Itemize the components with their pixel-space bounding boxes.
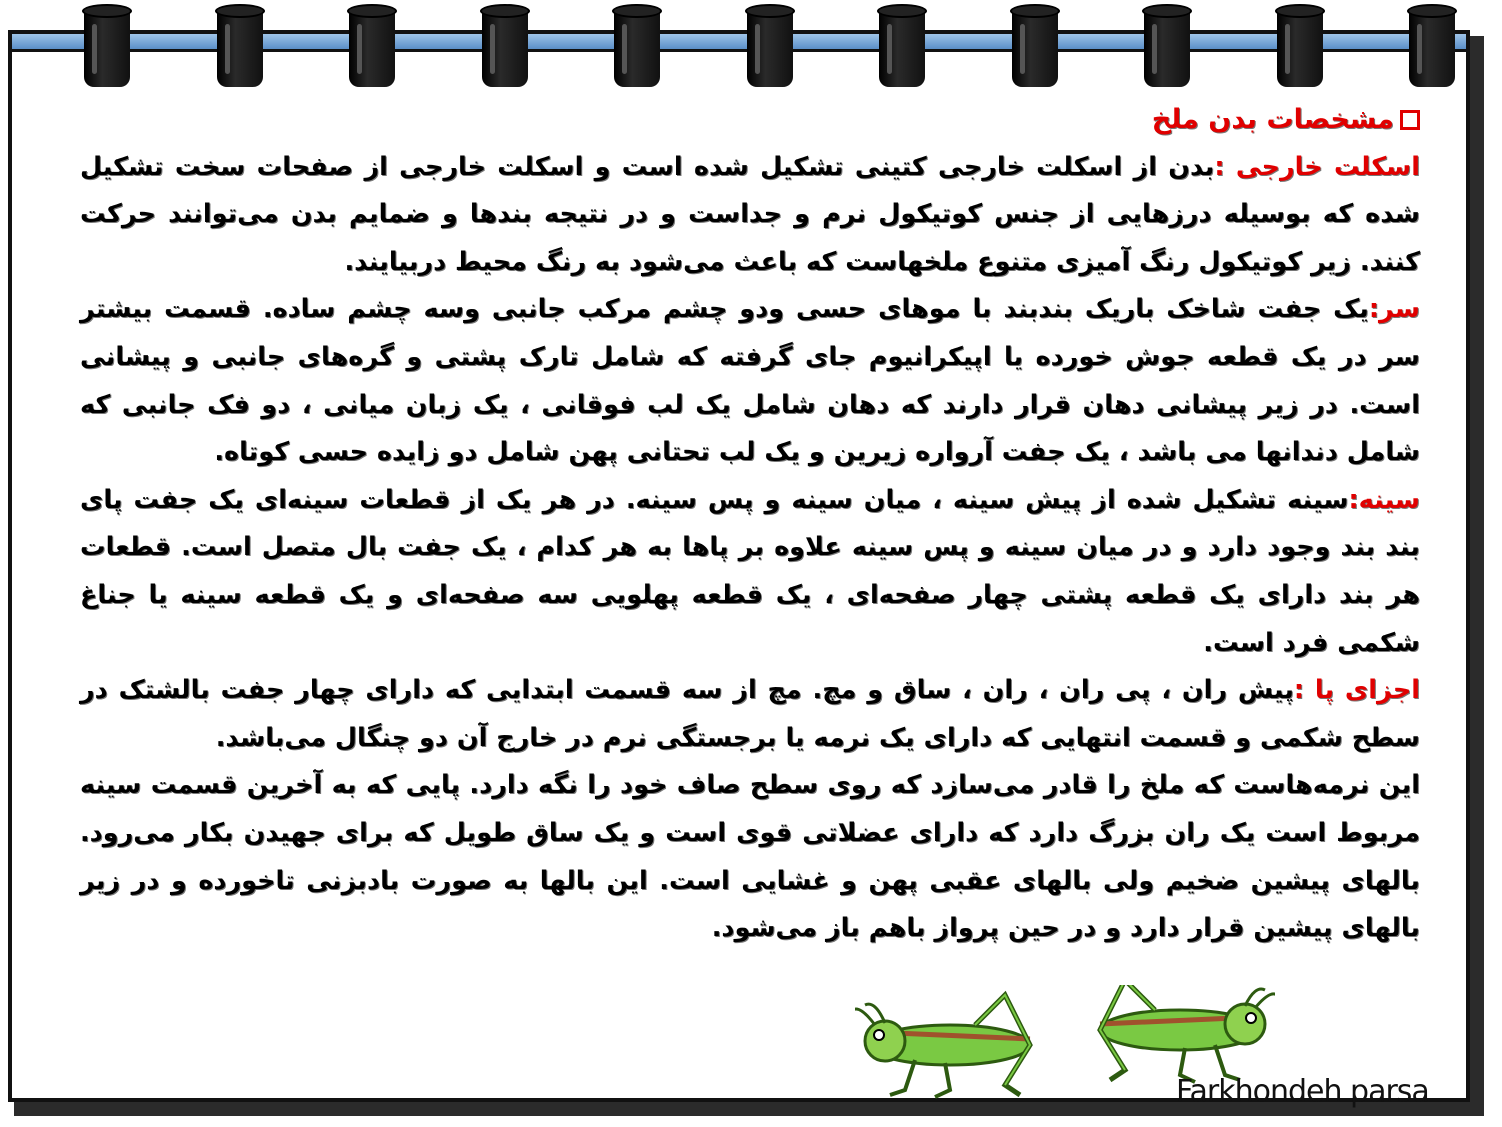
paragraph-legs-continued [80, 762, 1420, 952]
section-label: سر: [1368, 294, 1420, 325]
section-label: سینه: [1348, 484, 1420, 515]
ring-binder-icon [745, 4, 795, 88]
section-text: پیش ران ، پی ران ، ران ، ساق و مچ. مچ از سه قسمت ابتدایی که دارای چهار جفت بالشتک در سطح شکمی و قسمت انتهایی که دارای یک نرمه یا برجستگی نرم در خارج آن دو چنگال می‌باشد. [80, 675, 1420, 753]
ring-binder-icon [480, 4, 530, 88]
document-body [80, 96, 1420, 953]
section-text: این نرمه‌هاست که ملخ را قادر می‌سازد که روی سطح صاف خود را نگه دارد. پایی که به آخرین قسمت سینه مربوط است یک ران بزرگ دارد که دارای عضلاتی قوی است و یک ساق طویل که برای جهیدن بکار می‌رود. بالهای پیشین ضخیم ولی بالهای عقبی پهن و غشایی است. این بالها به صورت بادبزنی تاخورده و در زیر بالهای پیشین قرار دارد و در حین پرواز باهم باز می‌شود. [80, 770, 1420, 944]
ring-binder-icon [1407, 4, 1457, 88]
section-text: بدن از اسکلت خارجی کتینی تشکیل شده است و اسکلت خارجی از صفحات سخت تشکیل شده که بوسیله درزهایی از جنس کوتیکول نرم و جداست و در نتیجه بندها و ضمایم بدن می‌توانند حرکت کنند. زیر کوتیکول رنگ آمیزی متنوع ملخهاست که باعث می‌شود به رنگ محیط دربیایند. [80, 151, 1420, 277]
section-label: اجزای پا : [1293, 675, 1420, 706]
ring-binder-icon [1275, 4, 1325, 88]
paragraph-legs [80, 667, 1420, 762]
page-title: مشخصات بدن ملخ [80, 96, 1420, 144]
ring-binder-icon [215, 4, 265, 88]
ring-binder-icon [1142, 4, 1192, 88]
author-credit: Farkhondeh parsa [1176, 1074, 1429, 1109]
section-text: یک جفت شاخک باریک بندبند با موهای حسی ودو چشم مرکب جانبی وسه چشم ساده. قسمت بیشتر سر در یک قطعه جوش خورده یا اپیکرانیوم جای گرفته که شامل تارک پشتی و گره‌های جانبی و پیشانی است. در زیر پیشانی دهان قرار دارند که دهان شامل یک لب فوقانی ، یک زبان میانی ، دو فک جانبی که شامل دندانها می باشد ، یک جفت آرواره زیرین و یک لب تحتانی پهن شامل دو زایده حسی کوتاه. [80, 294, 1420, 468]
section-label: اسکلت خارجی : [1214, 151, 1420, 182]
grasshopper-icon [855, 995, 1030, 1097]
grasshopper-icon [1100, 985, 1275, 1082]
paragraph-thorax [80, 477, 1420, 667]
ring-binder-icon [877, 4, 927, 88]
paragraph-exoskeleton [80, 144, 1420, 287]
paragraph-head [80, 286, 1420, 476]
section-text: سینه تشکیل شده از پیش سینه ، میان سینه و پس سینه. در هر یک از قطعات سینه‌ای یک جفت پای بند بند وجود دارد و در میان سینه و پس سینه علاوه بر پاها به هر کدام ، یک جفت بال متصل است. قطعات هر بند دارای یک قطعه پشتی چهار صفحه‌ای ، یک قطعه پهلویی سه صفحه‌ای و یک قطعه سینه یا جناغ شکمی فرد است. [80, 484, 1420, 658]
ring-binder-icon [347, 4, 397, 88]
ring-binder-icon [1010, 4, 1060, 88]
ring-binder-icon [612, 4, 662, 88]
ring-binder-icon [82, 4, 132, 88]
checkbox-icon [1400, 110, 1420, 130]
